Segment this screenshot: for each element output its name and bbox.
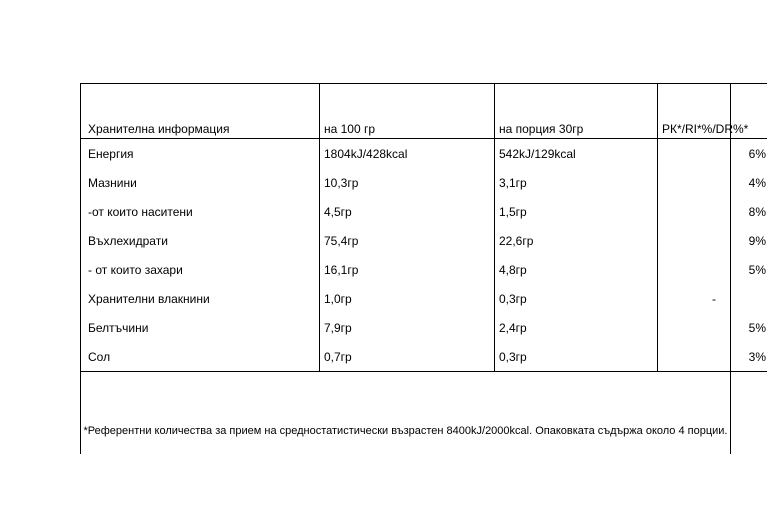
nutrient-name: Хранителни влакнини	[81, 284, 320, 313]
reference-footnote: *Референтни количества за прием на средностатистически възрастен 8400kJ/2000kcal. Опаковката съдържа около 4 порции.	[83, 425, 728, 437]
header-nutrition-info: Хранителна информация	[81, 84, 320, 139]
table-row	[81, 342, 767, 372]
value-per-serving: 0,3гр	[495, 284, 658, 313]
table-row	[81, 255, 767, 284]
nutrition-table	[80, 83, 767, 372]
nutrient-name: Енергия	[81, 139, 320, 169]
value-per-100g: 1804kJ/428kcal	[320, 139, 495, 169]
table-row	[81, 226, 767, 255]
nutrient-name: Сол	[81, 342, 320, 372]
value-per-100g: 4,5гр	[320, 197, 495, 226]
value-ri-percent: 9%	[658, 226, 767, 255]
nutrient-name: Белтъчини	[81, 313, 320, 342]
nutrient-name: - от които захари	[81, 255, 320, 284]
value-ri-percent: 3%	[658, 342, 767, 372]
value-per-100g: 7,9гр	[320, 313, 495, 342]
value-per-100g: 16,1гр	[320, 255, 495, 284]
value-per-serving: 3,1гр	[495, 168, 658, 197]
value-ri-percent: -	[658, 284, 767, 313]
value-per-100g: 1,0гр	[320, 284, 495, 313]
value-per-serving: 0,3гр	[495, 342, 658, 372]
value-per-serving: 4,8гр	[495, 255, 658, 284]
value-ri-percent: 5%	[658, 313, 767, 342]
value-ri-percent: 4%	[658, 168, 767, 197]
table-row	[81, 313, 767, 342]
value-per-serving: 542kJ/129kcal	[495, 139, 658, 169]
value-per-100g: 0,7гр	[320, 342, 495, 372]
nutrient-name: Мазнини	[81, 168, 320, 197]
nutrient-name: Въхлехидрати	[81, 226, 320, 255]
value-ri-percent: 8%	[658, 197, 767, 226]
value-ri-percent: 5%	[658, 255, 767, 284]
table-row	[81, 197, 767, 226]
value-ri-percent: 6%	[658, 139, 767, 169]
header-per-100g: на 100 гр	[320, 84, 495, 139]
value-per-serving: 22,6гр	[495, 226, 658, 255]
value-per-serving: 2,4гр	[495, 313, 658, 342]
value-per-100g: 75,4гр	[320, 226, 495, 255]
nutrient-name: -от които наситени	[81, 197, 320, 226]
value-per-100g: 10,3гр	[320, 168, 495, 197]
table-row	[81, 139, 767, 169]
header-per-serving: на порция 30гр	[495, 84, 658, 139]
value-per-serving: 1,5гр	[495, 197, 658, 226]
table-row	[81, 284, 767, 313]
header-reference-intake: РК*/RI*%/DR%*	[658, 84, 767, 139]
table-row	[81, 168, 767, 197]
table-header-row	[81, 84, 767, 139]
